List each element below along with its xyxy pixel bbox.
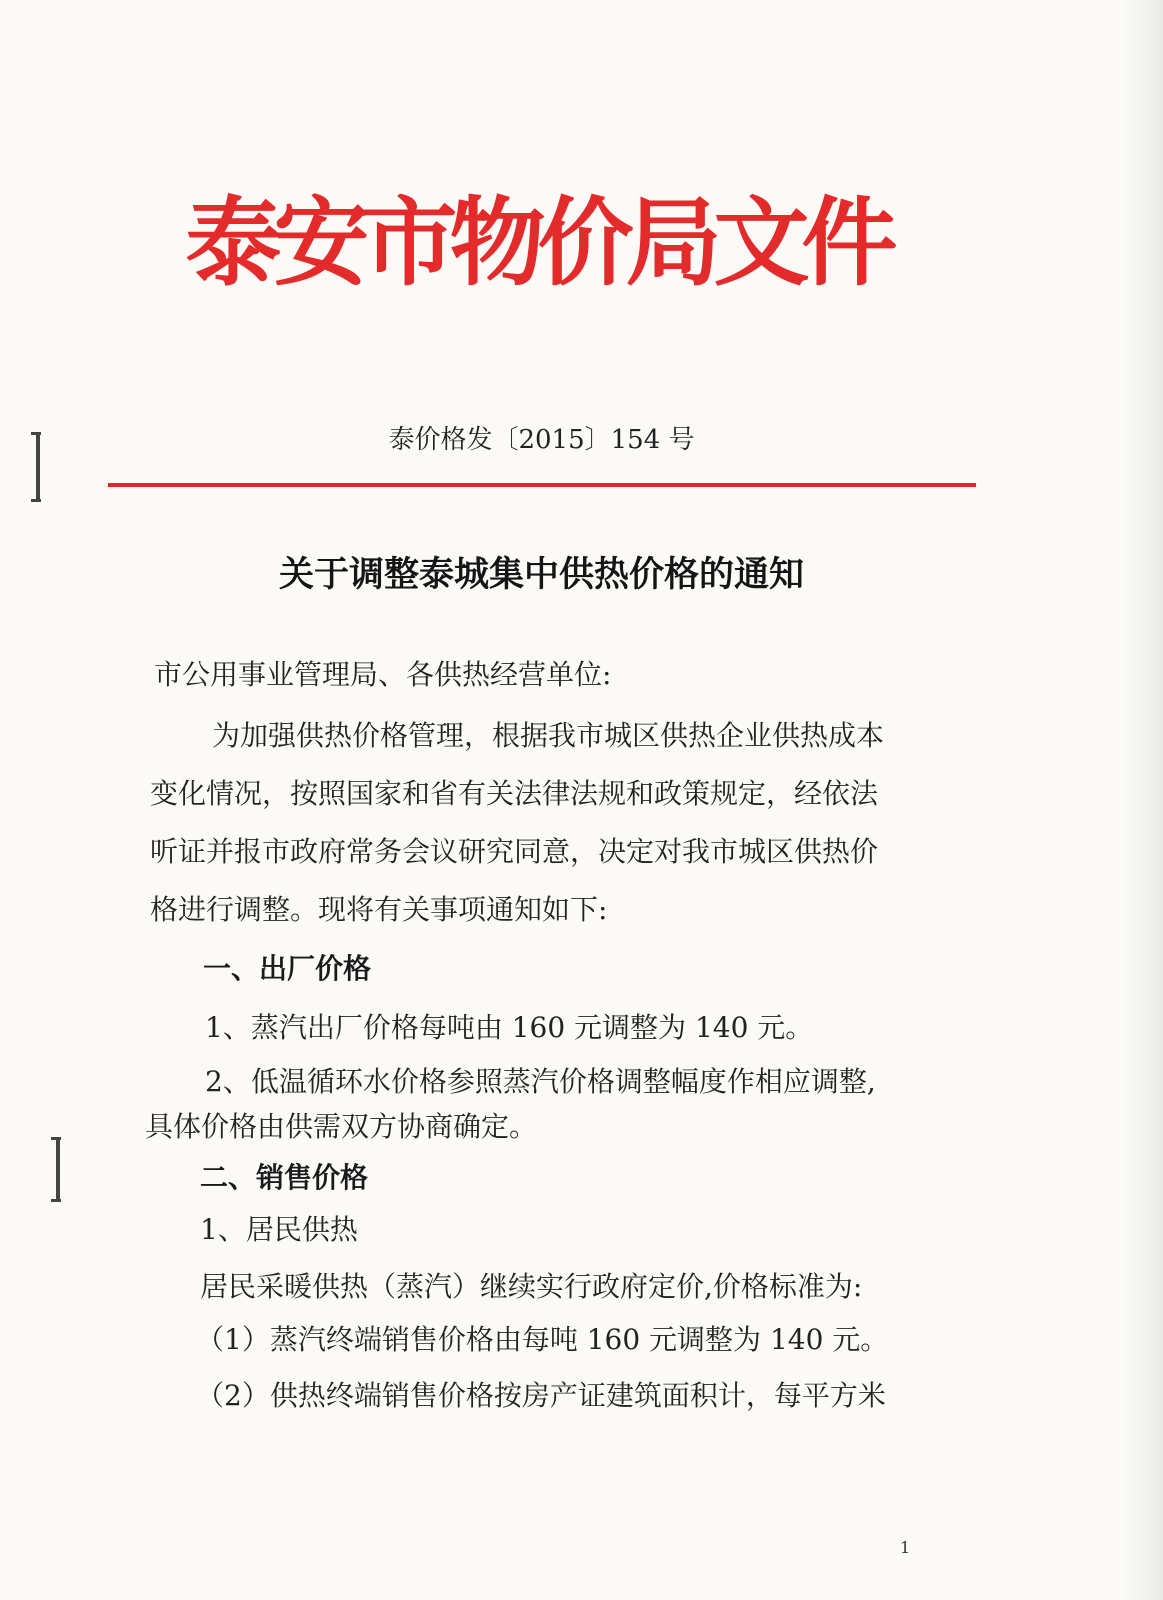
section2-item-2: （2）供热终端销售价格按房产证建筑面积计，每平方米 xyxy=(196,1379,886,1412)
section-heading-sales-price: 二、销售价格 xyxy=(200,1161,369,1194)
section2-item-1: （1）蒸汽终端销售价格由每吨 160 元调整为 140 元。 xyxy=(196,1323,889,1356)
page-number: 1 xyxy=(900,1538,911,1557)
section2-sub-1: 1、居民供热 xyxy=(200,1213,358,1246)
section-heading-factory-price: 一、出厂价格 xyxy=(203,952,372,985)
section1-item-2-line-1: 2、低温循环水价格参照蒸汽价格调整幅度作相应调整, xyxy=(205,1065,876,1098)
addressee: 市公用事业管理局、各供热经营单位: xyxy=(154,658,612,691)
staple-mark-bottom xyxy=(56,1137,60,1202)
section1-item-2-line-2: 具体价格由供需双方协商确定。 xyxy=(145,1110,538,1143)
agency-document-header: 泰安市物价局文件 xyxy=(185,187,890,299)
intro-line-1: 为加强供热价格管理，根据我市城区供热企业供热成本 xyxy=(212,719,885,752)
red-separator-line xyxy=(108,483,976,487)
document-title: 关于调整泰城集中供热价格的通知 xyxy=(278,555,804,595)
intro-line-4: 格进行调整。现将有关事项通知如下: xyxy=(150,893,608,926)
section1-item-1: 1、蒸汽出厂价格每吨由 160 元调整为 140 元。 xyxy=(205,1011,814,1044)
document-number: 泰价格发〔2015〕154 号 xyxy=(388,425,695,455)
page-edge-shadow xyxy=(1123,0,1163,1600)
section2-paragraph: 居民采暖供热（蒸汽）继续实行政府定价,价格标准为: xyxy=(200,1270,863,1303)
intro-line-2: 变化情况，按照国家和省有关法律法规和政策规定，经依法 xyxy=(150,777,879,810)
intro-line-3: 听证并报市政府常务会议研究同意，决定对我市城区供热价 xyxy=(150,835,879,868)
